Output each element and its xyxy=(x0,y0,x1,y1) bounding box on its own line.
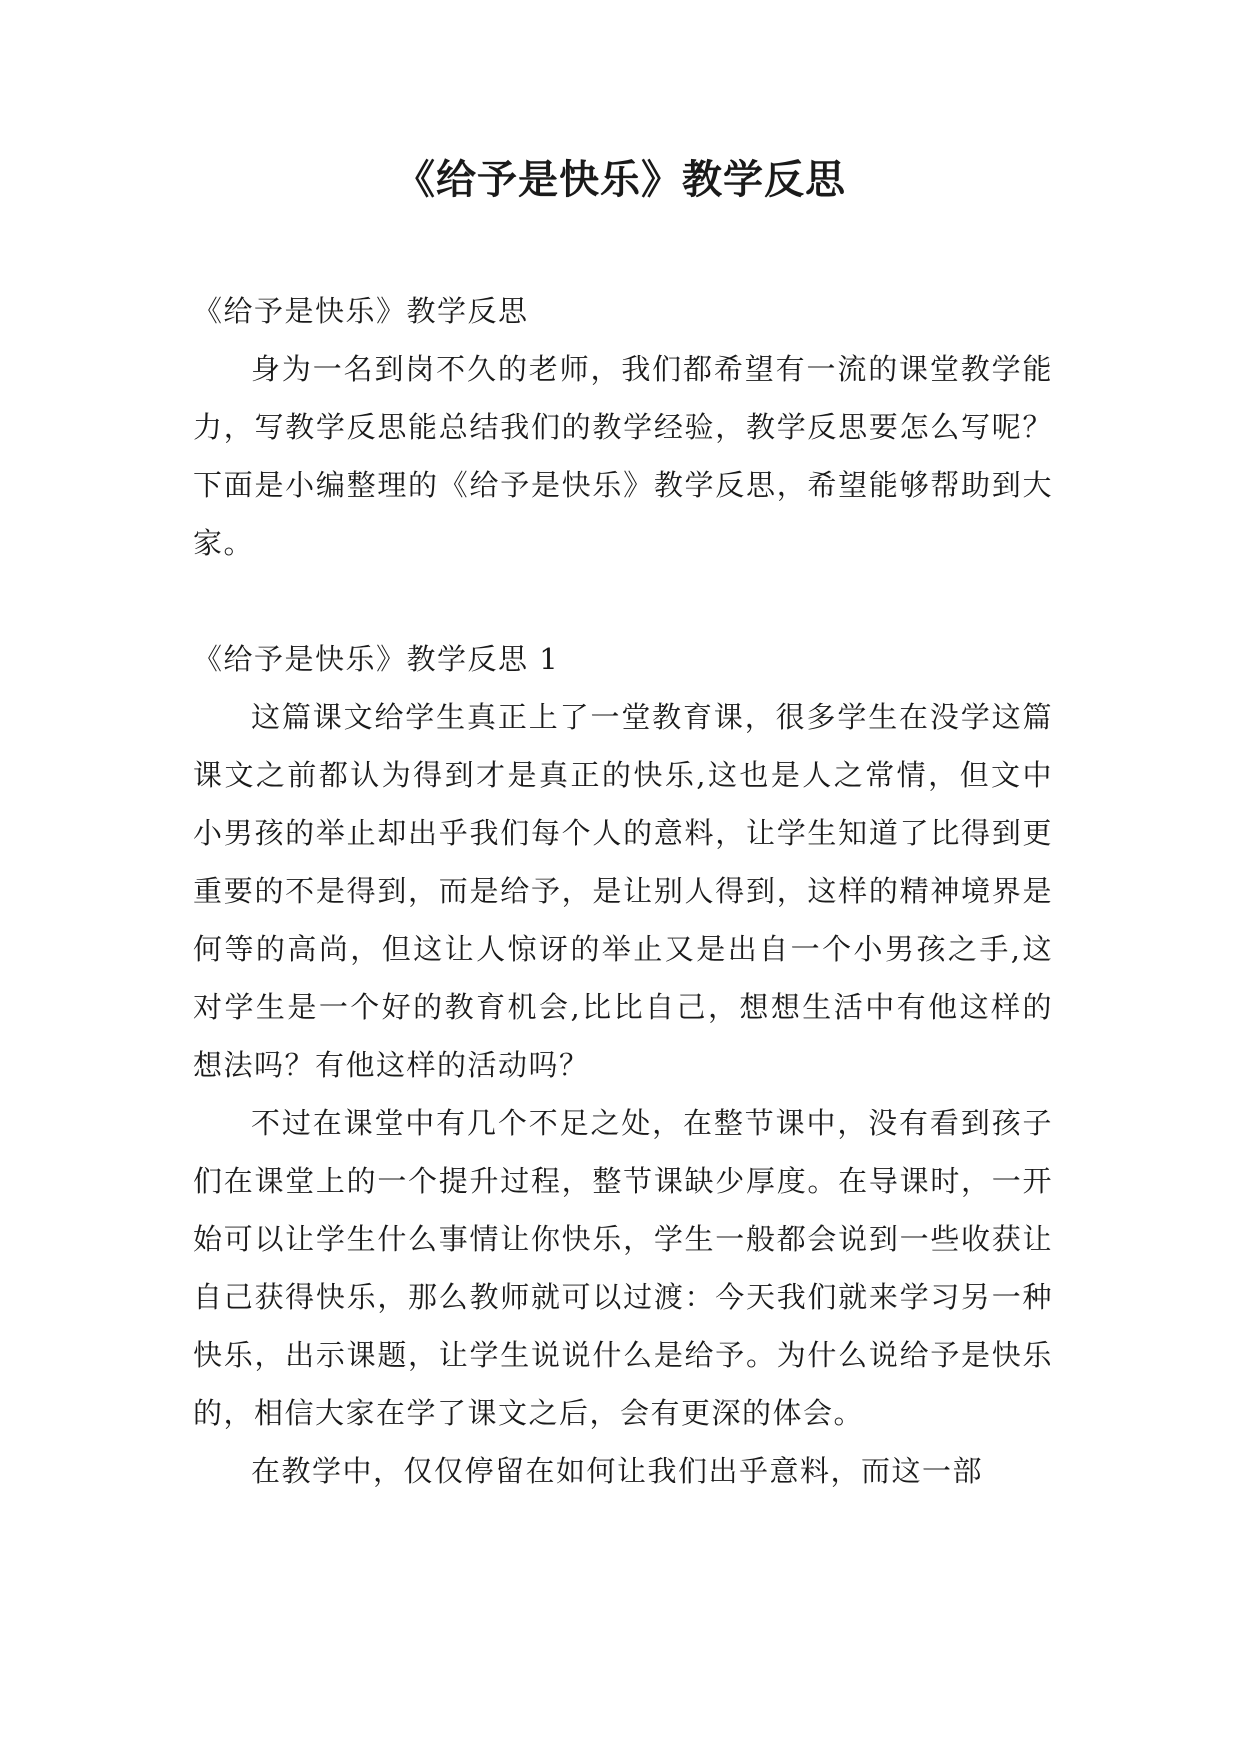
intro-paragraph: 身为一名到岗不久的老师，我们都希望有一流的课堂教学能力，写教学反思能总结我们的教学经验，教学反思要怎么写呢？下面是小编整理的《给予是快乐》教学反思，希望能够帮助到大家。 xyxy=(193,352,1053,560)
section1-paragraph: 不过在课堂中有几个不足之处，在整节课中，没有看到孩子们在课堂上的一个提升过程，整节课缺少厚度。在导课时，一开始可以让学生什么事情让你快乐，学生一般都会说到一些收获让自己获得快乐，那么教师就可以过渡：今天我们就来学习另一种快乐，出示课题，让学生说说什么是给予。为什么说给予是快乐的，相信大家在学了课文之后，会有更深的体会。 xyxy=(193,1106,1053,1430)
section1-paragraph: 在教学中，仅仅停留在如何让我们出乎意料，而这一部 xyxy=(251,1454,984,1488)
section1-paragraph: 这篇课文给学生真正上了一堂教育课，很多学生在没学这篇课文之前都认为得到才是真正的快乐,这也是人之常情，但文中小男孩的举止却出乎我们每个人的意料，让学生知道了比得到更重要的不是得到，而是给予，是让别人得到，这样的精神境界是何等的高尚，但这让人惊讶的举止又是出自一个小男孩之手,这对学生是一个好的教育机会,比比自己，想想生活中有他这样的想法吗？有他这样的活动吗？ xyxy=(193,700,1053,1082)
section-spacer xyxy=(193,572,1053,630)
section1-heading: 《给予是快乐》教学反思 1 xyxy=(193,642,560,676)
document-title: 《给予是快乐》教学反思 xyxy=(395,156,846,203)
document-body xyxy=(193,282,1053,1500)
intro-heading: 《给予是快乐》教学反思 xyxy=(193,294,529,328)
